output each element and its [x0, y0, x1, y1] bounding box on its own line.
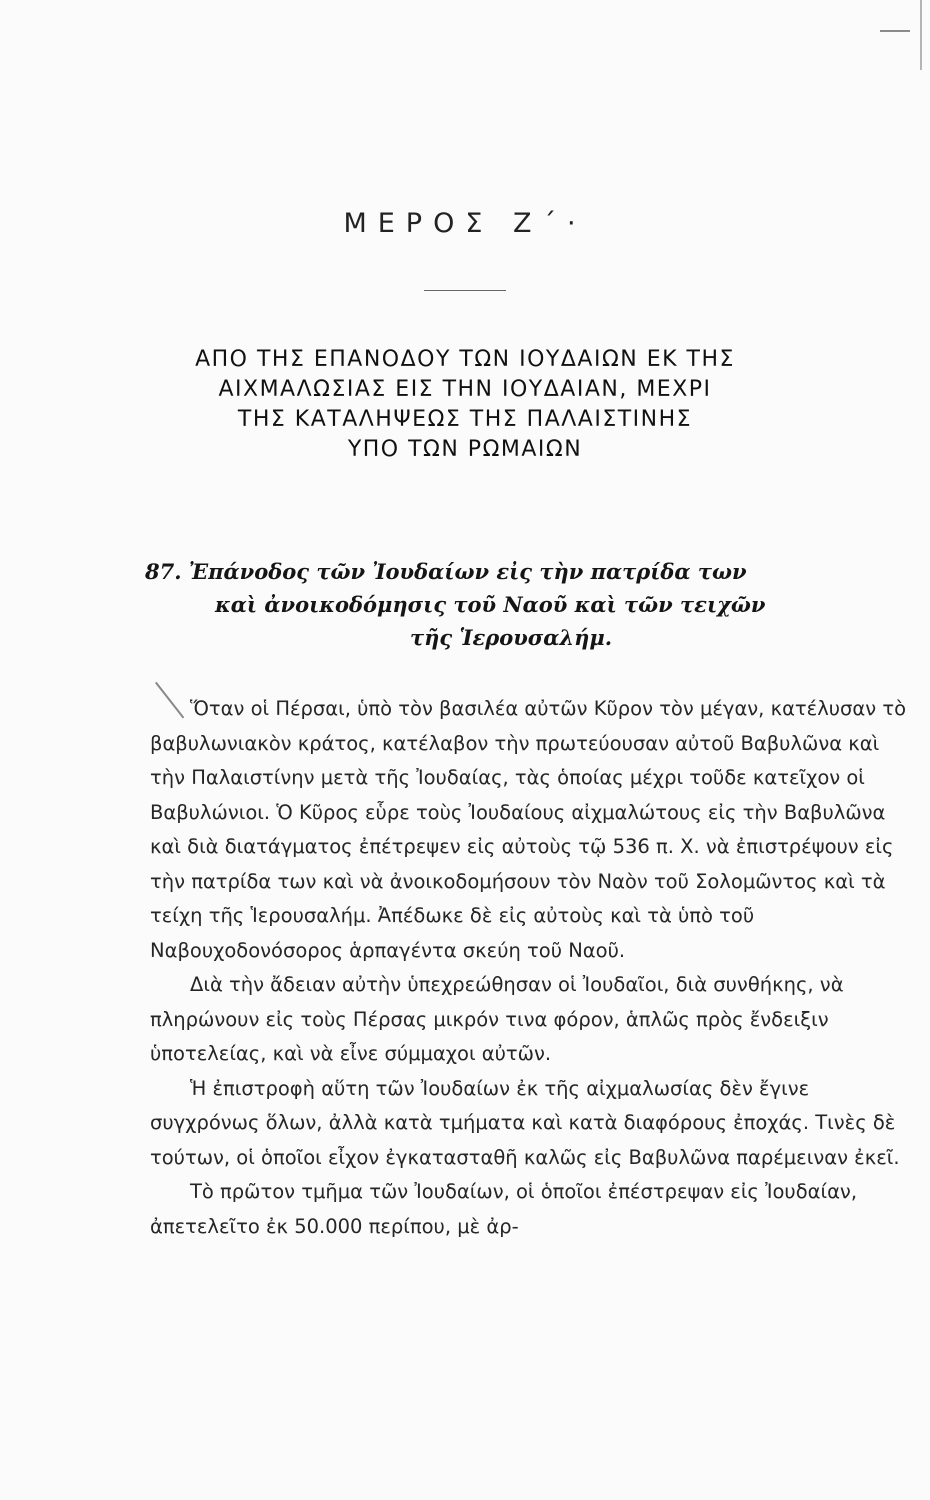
chapter-heading-line: ΤΗΣ ΚΑΤΑΛΗΨΕΩΣ ΤΗΣ ΠΑΛΑΙΣΤΙΝΗΣ [237, 407, 693, 432]
chapter-heading [120, 345, 810, 465]
section-heading-line: καὶ ἀνοικοδόμησις τοῦ Ναοῦ καὶ τῶν τειχῶν [215, 592, 766, 617]
page-edge-mark [880, 30, 910, 32]
chapter-heading-line: ΥΠΟ ΤΩΝ ΡΩΜΑΙΩΝ [347, 437, 583, 462]
part-title: ΜΕΡΟΣ Ζ΄· [343, 208, 587, 239]
paragraph: Τὸ πρῶτον τμῆμα τῶν Ἰουδαίων, οἱ ὁποῖοι ἐπέστρεψαν εἰς Ἰουδαίαν, ἀπετελεῖτο ἐκ 50.000 περίπου, μὲ ἀρ- [150, 1180, 858, 1238]
paragraph: Ὅταν οἱ Πέρσαι, ὑπὸ τὸν βασιλέα αὐτῶν Κῦρον τὸν μέγαν, κατέλυσαν τὸ βαβυλωνιακὸν κράτος, κατέλαβον τὴν πρωτεύουσαν αὐτοῦ Βαβυλῶνα καὶ τὴν Παλαιστίνην μετὰ τῆς Ἰουδαίας, τὰς ὁποίας μέχρι τοῦδε κατεῖχον οἱ Βαβυλώνιοι. Ὁ Κῦρος εὗρε τοὺς Ἰουδαίους αἰχμαλώτους εἰς τὴν Βαβυλῶνα καὶ διὰ διατάγματος ἐπέτρεψεν εἰς αὐτοὺς τῷ 536 π. Χ. νὰ ἐπιστρέψουν εἰς τὴν πατρίδα των καὶ νὰ ἀνοικοδομήσουν τὸν Ναὸν τοῦ Σολομῶντος καὶ τὰ τείχη τῆς Ἱερουσαλήμ. Ἀπέδωκε δὲ εἰς αὐτοὺς καὶ τὰ ὑπὸ τοῦ Ναβουχοδονόσορος ἁρπαγέντα σκεύη τοῦ Ναοῦ. [150, 697, 907, 962]
chapter-heading-line: ΑΠΟ ΤΗΣ ΕΠΑΝΟΔΟΥ ΤΩΝ ΙΟΥΔΑΙΩΝ ΕΚ ΤΗΣ [195, 347, 735, 372]
section-heading-line: τῆς Ἱερουσαλήμ. [410, 625, 613, 650]
section-heading-line: 87. Ἐπάνοδος τῶν Ἰουδαίων εἰς τὴν πατρίδα των [145, 559, 747, 584]
body-text [150, 692, 915, 1244]
title-divider [424, 290, 506, 291]
section-heading [145, 555, 915, 654]
page-edge-line [920, 0, 922, 70]
paragraph: Διὰ τὴν ἄδειαν αὐτὴν ὑπεχρεώθησαν οἱ Ἰουδαῖοι, διὰ συνθήκης, νὰ πληρώνουν εἰς τοὺς Πέρσας μικρόν τινα φόρον, ἁπλῶς πρὸς ἔνδειξιν ὑποτελείας, καὶ νὰ εἶνε σύμμαχοι αὐτῶν. [150, 973, 844, 1065]
paragraph: Ἡ ἐπιστροφὴ αὕτη τῶν Ἰουδαίων ἐκ τῆς αἰχμαλωσίας δὲν ἔγινε συγχρόνως ὅλων, ἀλλὰ κατὰ τμήματα καὶ κατὰ διαφόρους ἐποχάς. Τινὲς δὲ τούτων, οἱ ὁποῖοι εἶχον ἐγκατασταθῆ καλῶς εἰς Βαβυλῶνα παρέμειναν ἐκεῖ. [150, 1076, 900, 1169]
chapter-heading-line: ΑΙΧΜΑΛΩΣΙΑΣ ΕΙΣ ΤΗΝ ΙΟΥΔΑΙΑΝ, ΜΕΧΡΙ [218, 377, 712, 402]
